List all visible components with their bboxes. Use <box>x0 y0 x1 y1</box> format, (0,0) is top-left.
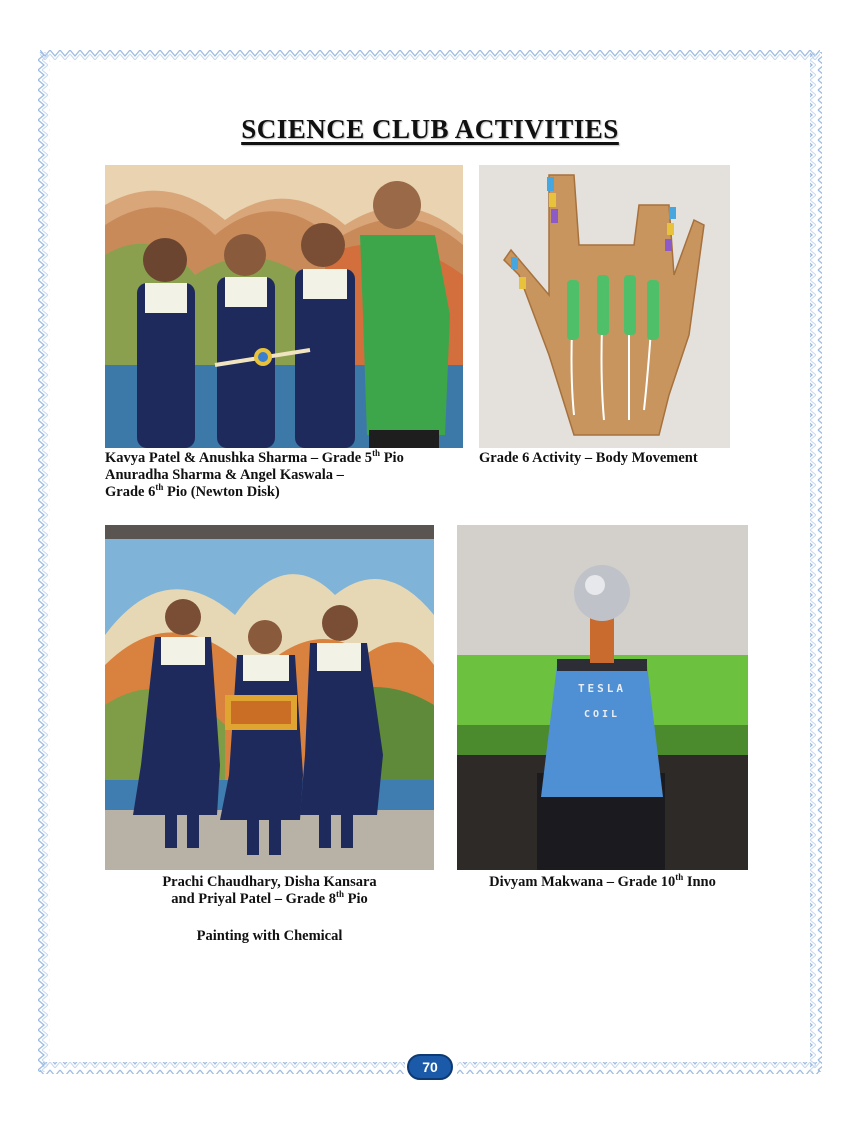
caption-newton-disk <box>105 450 404 501</box>
tesla-sign-line: COIL <box>583 709 621 720</box>
tesla-sign-line: TESLA <box>577 682 627 695</box>
photo-painting-students <box>105 525 434 870</box>
caption-line: Grade 6th Pio (Newton Disk) <box>105 482 280 500</box>
caption-line: Kavya Patel & Anushka Sharma – Grade 5th Pio <box>105 448 404 466</box>
caption-line: Prachi Chaudhary, Disha Kansara <box>162 874 377 890</box>
photo-students-newton-disk <box>105 165 463 448</box>
caption-painting-subtitle: Painting with Chemical <box>196 928 343 944</box>
photo-hand-model <box>479 165 730 448</box>
page-number-badge: 70 <box>407 1054 453 1080</box>
caption-line: Divyam Makwana – Grade 10th Inno <box>489 872 716 890</box>
caption-line: Grade 6 Activity – Body Movement <box>479 450 698 466</box>
caption-line: and Priyal Patel – Grade 8th Pio <box>171 889 368 907</box>
caption-line: Anuradha Sharma & Angel Kaswala – <box>105 467 344 483</box>
caption-body-movement <box>479 450 698 467</box>
photo-tesla-coil <box>457 525 748 870</box>
caption-tesla-coil <box>457 874 748 891</box>
caption-painting <box>105 874 434 908</box>
page-title: SCIENCE CLUB ACTIVITIES <box>241 114 619 144</box>
